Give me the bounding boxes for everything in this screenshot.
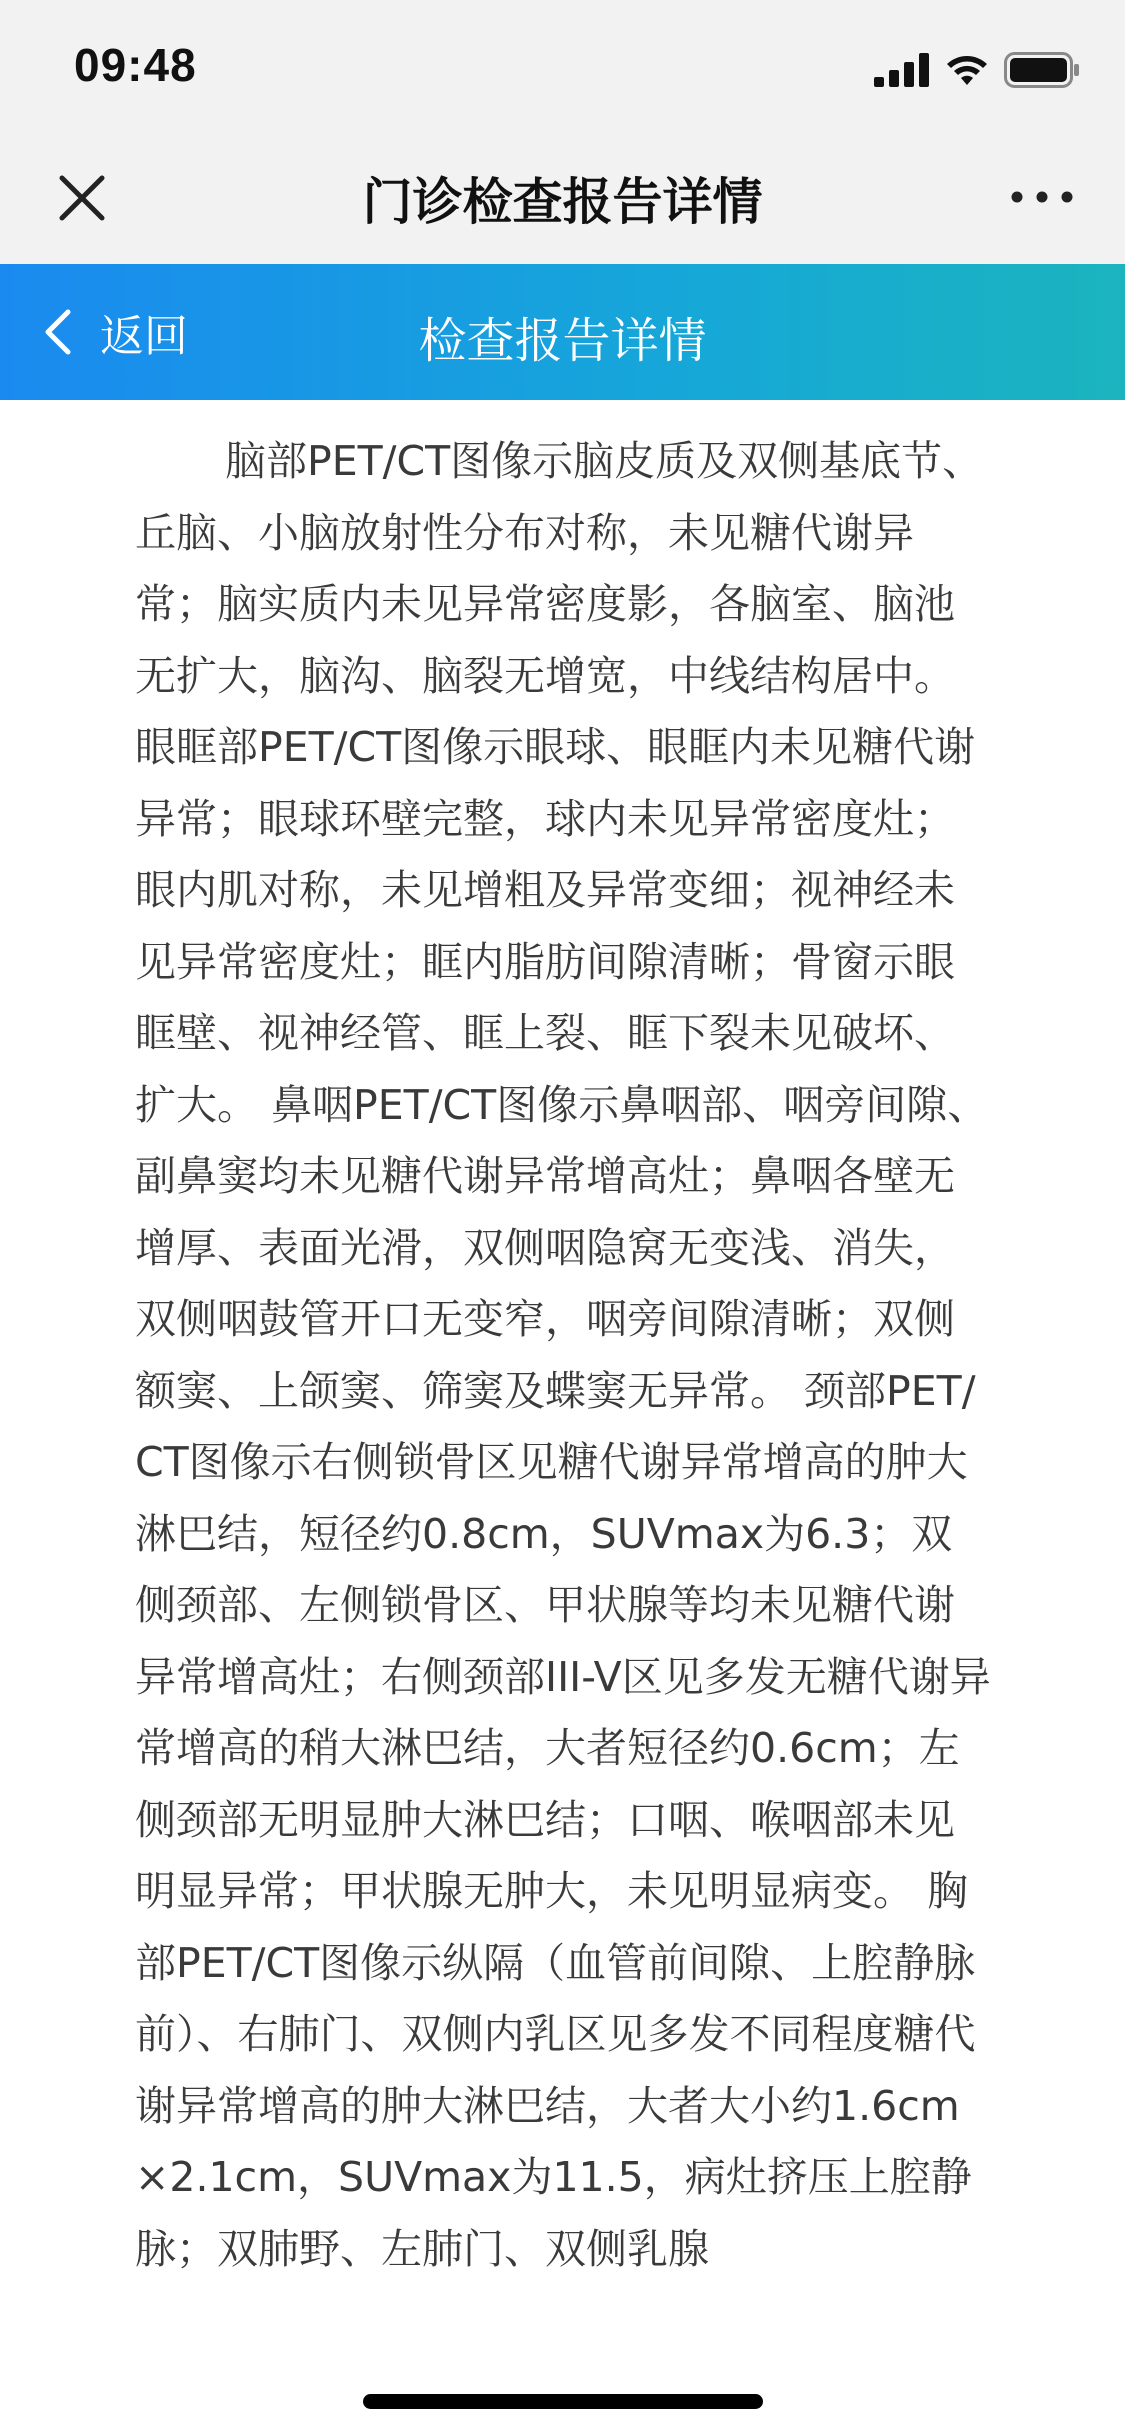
back-label: 返回	[100, 311, 188, 362]
signal-icon	[874, 53, 930, 87]
chevron-left-icon	[38, 304, 78, 360]
page-title: 检查报告详情	[418, 313, 707, 369]
report-text: 脑部PET/CT图像示脑皮质及双侧基底节、丘脑、小脑放射性分布对称，未见糖代谢异常；脑实质内未见异常密度影，各脑室、脑池无扩大，脑沟、脑裂无增宽，中线结构居中。 眼眶部PET/CT图像示眼球、眼眶内未见糖代谢异常；眼球环壁完整，球内未见异常密度灶；眼内肌对称，未见增粗及异常变细；视神经未见异常密度灶；眶内脂肪间隙清晰；骨窗示眼眶壁、视神经管、眶上裂、眶下裂未见破坏、扩大。 鼻咽PET/CT图像示鼻咽部、咽旁间隙、副鼻窦均未见糖代谢异常增高灶；鼻咽各壁无增厚、表面光滑，双侧咽隐窝无变浅、消失，双侧咽鼓管开口无变窄，咽旁间隙清晰；双侧额窦、上颌窦、筛窦及蝶窦无异常。 颈部PET/CT图像示右侧锁骨区见糖代谢异常增高的肿大淋巴结，短径约0.8cm，SUVmax为6.3；双侧颈部、左侧锁骨区、甲状腺等均未见糖代谢异常增高灶；右侧颈部III-V区见多发无糖代谢异常增高的稍大淋巴结，大者短径约0.6cm；左侧颈部无明显肿大淋巴结；口咽、喉咽部未见明显异常；甲状腺无肿大，未见明显病变。 胸部PET/CT图像示纵隔（血管前间隙、上腔静脉前）、右肺门、双侧内乳区见多发不同程度糖代谢异常增高的肿大淋巴结，大者大小约1.6cm×2.1cm，SUVmax为11.5，病灶挤压上腔静脉；双肺野、左肺门、双侧乳腺	[135, 437, 991, 2273]
back-button[interactable]	[38, 298, 188, 366]
wifi-icon	[944, 53, 990, 87]
battery-icon	[1004, 52, 1080, 88]
close-icon[interactable]	[52, 168, 112, 228]
status-bar	[0, 0, 1125, 132]
status-time: 09:48	[74, 39, 197, 91]
home-indicator[interactable]	[363, 2394, 763, 2409]
webview-nav-bar	[0, 132, 1125, 264]
webview-title: 门诊检查报告详情	[362, 173, 763, 231]
more-icon[interactable]	[1007, 172, 1077, 222]
status-icons	[874, 50, 1080, 90]
page-header	[0, 264, 1125, 400]
